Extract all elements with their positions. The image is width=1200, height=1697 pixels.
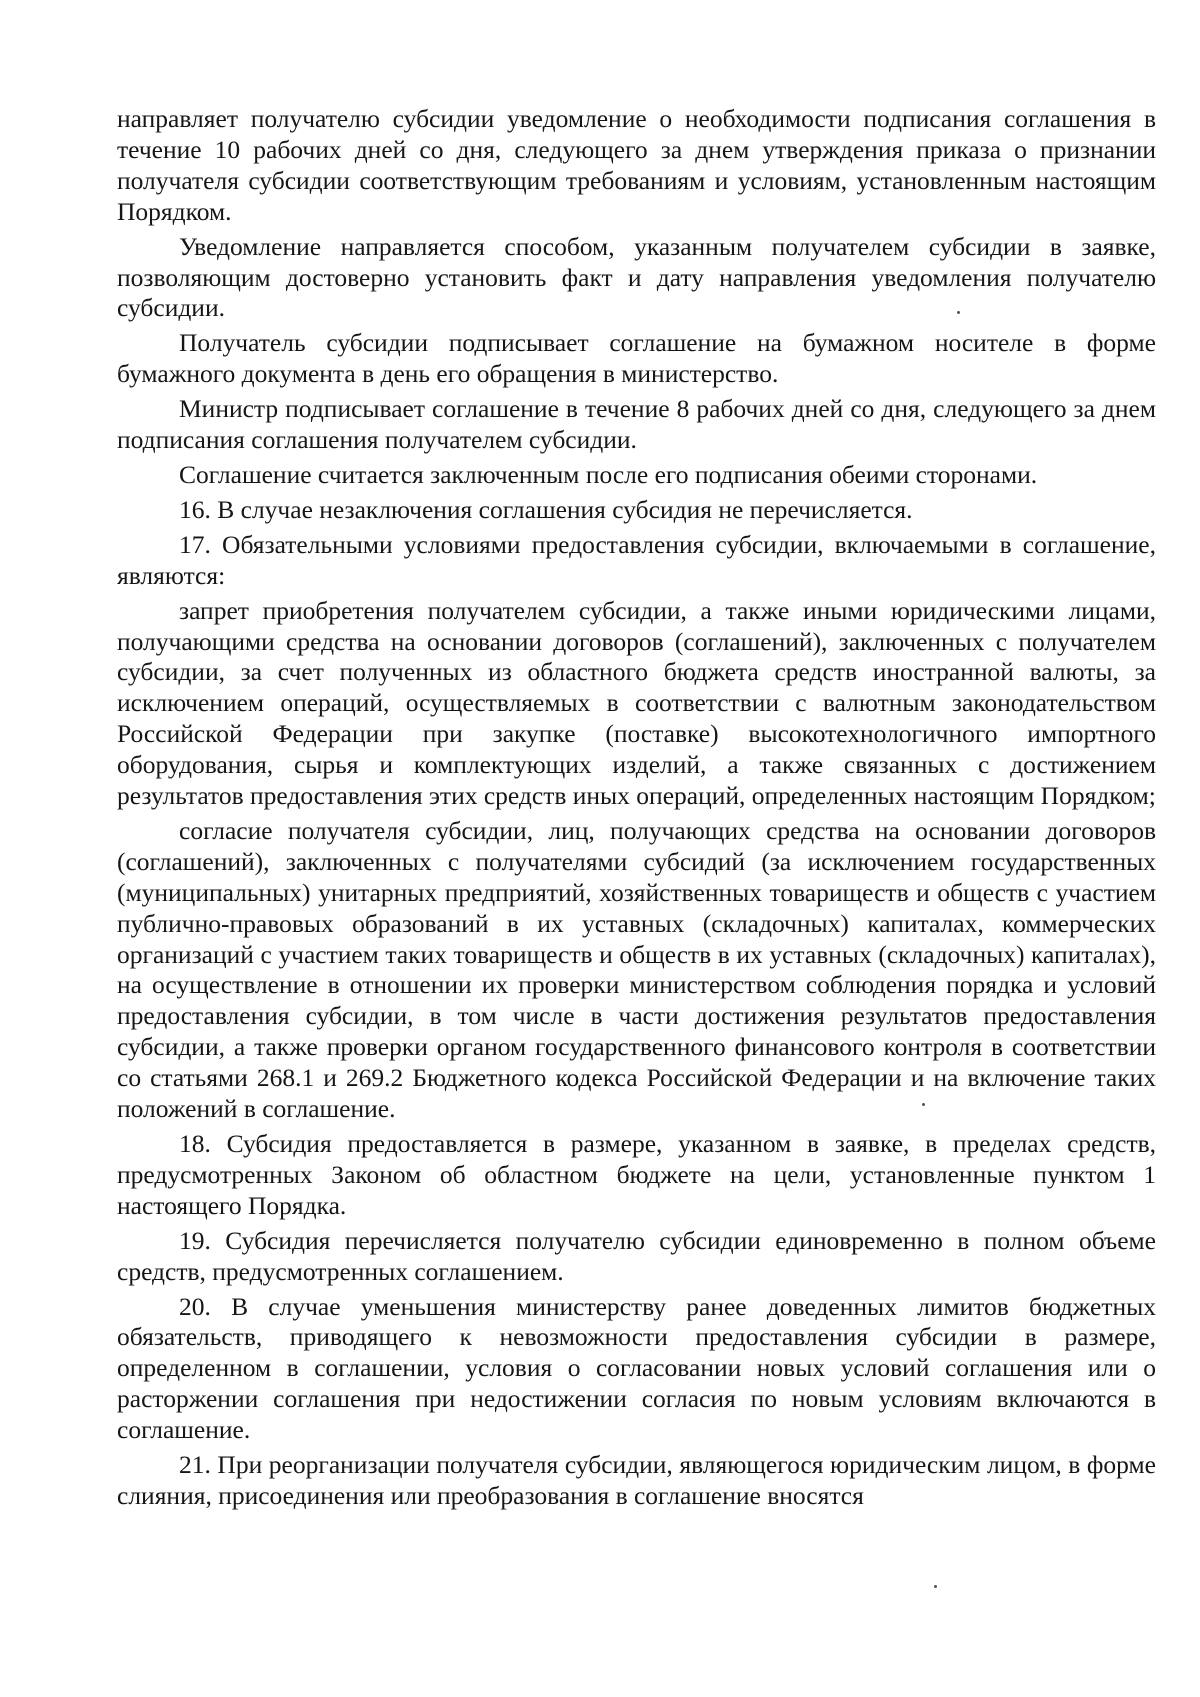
paragraph-recipient-signs: Получатель субсидии подписывает соглашение на бумажном носителе в форме бумажного документа в день его обращения в министерство. <box>117 328 1156 389</box>
clause-19: 19. Субсидия перечисляется получателю субсидии единовременно в полном объеме средств, предусмотренных соглашением. <box>117 1225 1156 1286</box>
clause-17: 17. Обязательными условиями предоставления субсидии, включаемыми в соглашение, являются: <box>117 529 1156 590</box>
paragraph-notice-method: Уведомление направляется способом, указанным получателем субсидии в заявке, позволяющим достоверно установить факт и дату направления уведомления получателю субсидии. <box>117 231 1156 323</box>
clause-20: 20. В случае уменьшения министерству ранее доведенных лимитов бюджетных обязательств, приводящего к невозможности предоставления субсидии в размере, определенном в соглашении, условия о согласовании новых условий соглашения или о расторжении соглашения при недостижении согласия по новым условиям включаются в соглашение. <box>117 1291 1156 1445</box>
paragraph-minister-signs: Министр подписывает соглашение в течение 8 рабочих дней со дня, следующего за днем подписания соглашения получателем субсидии. <box>117 394 1156 455</box>
clause-21: 21. При реорганизации получателя субсидии, являющегося юридическим лицом, в форме слияния, присоединения или преобразования в соглашение вносятся <box>117 1450 1156 1510</box>
paragraph-notice-intro: направляет получателю субсидии уведомление о необходимости подписания соглашения в течение 10 рабочих дней со дня, следующего за днем утверждения приказа о признании получателя субсидии соответствующим требованиям и условиям, установленным настоящим Порядком. <box>117 104 1156 226</box>
paragraph-agreement-concluded: Соглашение считается заключенным после его подписания обеими сторонами. <box>179 459 1038 489</box>
scan-speck <box>922 1103 925 1106</box>
document-page <box>117 104 1156 1512</box>
clause-16: 16. В случае незаключения соглашения субсидия не перечисляется. <box>179 494 913 524</box>
clause-18: 18. Субсидия предоставляется в размере, указанном в заявке, в пределах средств, предусмотренных Законом об областном бюджете на цели, установленные пунктом 1 настоящего Порядка. <box>117 1129 1156 1220</box>
clause-17-consent: согласие получателя субсидии, лиц, получающих средства на основании договоров (соглашений), заключенных с получателями субсидий (за исключением государственных (муниципальных) унитарных предприятий, хозяйственных товариществ и обществ с участием публично-правовых образований в их уставных (складочных) капиталах, коммерческих организаций с участием таких товариществ и обществ в их уставных (складочных) капиталах), на осуществление в отношении их проверки министерством соблюдения порядка и условий предоставления субсидии, в том числе в части достижения результатов предоставления субсидии, а также проверки органом государственного финансового контроля в соответствии со статьями 268.1 и 269.2 Бюджетного кодекса Российской Федерации и на включение таких положений в соглашение. <box>117 815 1156 1124</box>
clause-17-currency-ban: запрет приобретения получателем субсидии, а также иными юридическими лицами, получающими средства на основании договоров (соглашений), заключенных с получателем субсидии, за счет полученных из областного бюджета средств иностранной валюты, за исключением операций, осуществляемых в соответствии с валютным законодательством Российской Федерации при закупке (поставке) высокотехнологичного импортного оборудования, сырья и комплектующих изделий, а также связанных с достижением результатов предоставления этих средств иных операций, определенных настоящим Порядком; <box>117 595 1156 811</box>
scan-speck <box>957 311 960 314</box>
scan-speck <box>934 1585 937 1588</box>
